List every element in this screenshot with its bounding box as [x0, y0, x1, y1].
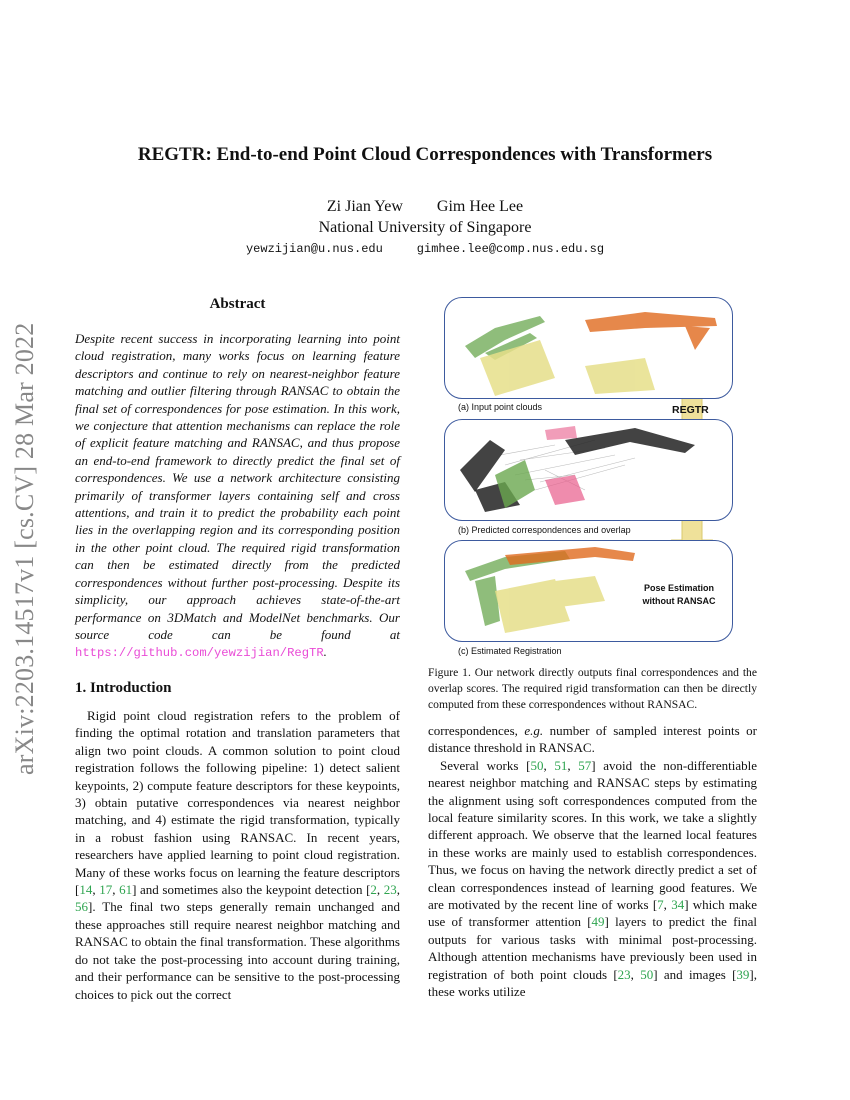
email: gimhee.lee@comp.nus.edu.sg: [416, 242, 605, 256]
pose-label-line: Pose Estimation: [643, 583, 715, 593]
citation-link[interactable]: 57: [578, 757, 592, 773]
pose-label-line: without RANSAC: [642, 596, 716, 606]
citation-link[interactable]: 51: [554, 757, 568, 773]
affiliation: National University of Singapore: [318, 219, 532, 236]
emphasis: e.g.: [524, 723, 544, 738]
figure-caption: Figure 1. Our network directly outputs final correspondences and the overlap scores. The required rigid transformation can then be directly computed from these correspondences without RANSAC.: [428, 666, 757, 711]
right-column-text: [428, 722, 757, 1001]
citation-link[interactable]: 49: [591, 914, 605, 930]
email-list: [0, 242, 850, 256]
citation-link[interactable]: 61: [119, 882, 133, 898]
paragraph: correspondences, e.g. number of sampled interest points or distance threshold in RANSAC.: [428, 723, 757, 756]
paper-title: REGTR: End-to-end Point Cloud Correspondences with Transformers: [137, 144, 713, 165]
intro-text: [75, 707, 400, 1003]
abstract-body: Despite recent success in incorporating learning into point cloud registration, many works focus on learning feature descriptors and continue to rely on nearest-neighbor feature matching and outlier filtering through RANSAC to obtain the final set of correspondences for pose estimation. In this work, we conjecture that attention mechanisms can replace the role of explicit feature matching and RANSAC, and thus propose an end-to-end framework to directly predict the final set of correspondences. We use a network architecture consisting primarily of transformer layers containing self and cross attentions, and train it to predict the probability each point lies in the overlapping region and its corresponding position in the other point cloud. The required rigid transformation can then be estimated directly from the predicted correspondences without further post-processing. Despite its simplicity, our approach achieves state-of-the-art performance on 3DMatch and ModelNet benchmarks. Our source code can be found at: [75, 331, 400, 642]
abstract-end: .: [323, 644, 327, 660]
citation-link[interactable]: 23: [617, 966, 631, 982]
citation-link[interactable]: 34: [671, 897, 685, 913]
paragraph: Several works [50, 51, 57] avoid the non-differentiable nearest neighbor matching and RANSAC steps by estimating the alignment using soft correspondences computed from the local feature similarity scores. In this work, we take a slightly different approach. We observe that the learned local features in these works are mainly used to establish correspondences. Thus, we focus on having the network directly predict a set of clean correspondences instead of learning good features. We are motivated by the recent line of works [7, 34] which make use of transformer attention [49] layers to predict the final outputs for various tasks with minimal post-processing. Although attention mechanisms have previously been used in registration of both point clouds [23, 50] and images [39], these works utilize: [428, 757, 757, 1000]
citation-link[interactable]: 7: [657, 897, 664, 913]
citation-link[interactable]: 39: [736, 966, 750, 982]
author-list: [0, 198, 850, 216]
correspondences-image: [445, 420, 732, 520]
orange-point-cloud: [585, 312, 717, 350]
input-clouds-image: [445, 298, 732, 398]
author-name: Zi Jian Yew: [326, 198, 403, 215]
section-heading-introduction: 1. Introduction: [75, 680, 172, 696]
orange-point-cloud: [505, 547, 635, 565]
figure-1: [428, 292, 758, 662]
pose-estimation-label: [634, 582, 724, 608]
citation-link[interactable]: 23: [383, 882, 397, 898]
regtr-label: REGTR: [672, 404, 709, 416]
panel-input-point-clouds: [444, 297, 733, 399]
figure-label-a: (a) Input point clouds: [458, 402, 543, 412]
abstract-heading: Abstract: [209, 296, 266, 312]
figure-label-c: (c) Estimated Registration: [458, 646, 562, 656]
citation-link[interactable]: 14: [79, 882, 93, 898]
citation-link[interactable]: 56: [75, 899, 88, 915]
source-code-link[interactable]: https://github.com/yewzijian/RegTR: [75, 646, 324, 661]
citation-link[interactable]: 50: [530, 757, 544, 773]
email: yewzijian@u.nus.edu: [245, 242, 383, 256]
paragraph: Rigid point cloud registration refers to the problem of finding the optimal rotation and translation parameters that align two point clouds. A common solution to point cloud registration follows the following pipeline: 1) detect salient keypoints, 2) compute feature descriptors for these keypoints, 3) obtain putative correspondences via nearest neighbor matching, and 4) estimate the rigid transformation, typically in a robust fashion using RANSAC. In recent years, researchers have applied learning to point cloud registration. Many of these works focus on learning the feature descriptors [14, 17, 61] and sometimes also the keypoint detection [2, 23, 56]. The final two steps generally remain unchanged and these approaches still require nearest neighbor matching and RANSAC to obtain the final transformation. These algorithms do not take the post-processing into account during training, and their performance can be sensitive to the post-processing choices to pick out the correct: [75, 708, 401, 1002]
citation-link[interactable]: 17: [99, 882, 113, 898]
figure-label-b: (b) Predicted correspondences and overlap: [458, 525, 631, 535]
arxiv-watermark: arXiv:2203.14517v1 [cs.CV] 28 Mar 2022: [10, 322, 39, 775]
citation-link[interactable]: 2: [370, 882, 377, 898]
citation-link[interactable]: 50: [640, 966, 654, 982]
author-name: Gim Hee Lee: [436, 198, 524, 215]
panel-predicted-correspondences: [444, 419, 733, 521]
abstract-text: [75, 330, 400, 663]
yellow-point-cloud: [495, 576, 605, 633]
